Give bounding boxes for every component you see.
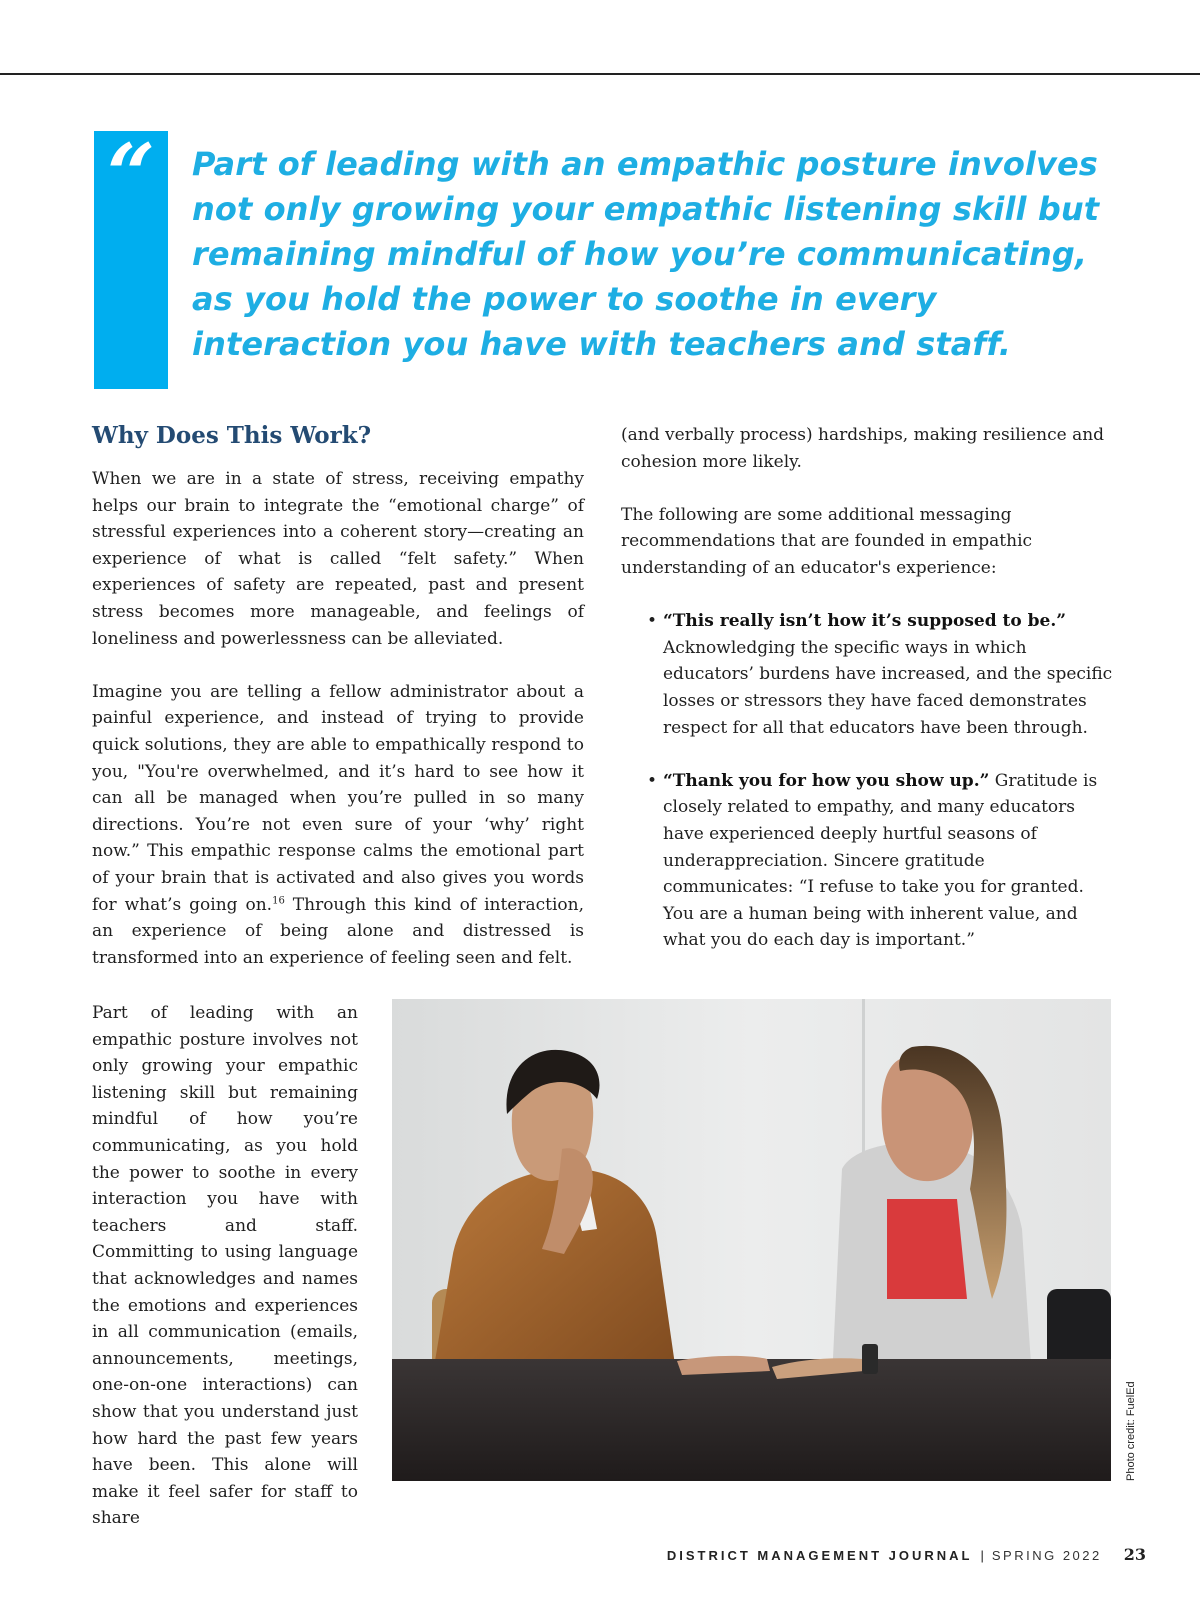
photo-credit: Photo credit: FuelEd bbox=[1125, 1381, 1137, 1481]
recommendation-list bbox=[621, 608, 1113, 954]
left-column bbox=[92, 420, 584, 971]
paragraph-spacer bbox=[92, 652, 584, 679]
section-heading: Why Does This Work? bbox=[92, 422, 372, 449]
narrow-column-paragraph: Part of leading with an empathic posture involves not only growing your empathic listening skill but remaining mindful of how you’re communicating, as you hold the power to soothe in every interaction you have with teachers and staff. Committing to using language that acknowledges and names the emotions and experiences in all communication (emails, announcements, meetings, one-on-one interactions) can show that you understand just how hard the past few years have been. This alone will make it feel safer for staff to share bbox=[92, 1003, 358, 1529]
footer-separator: | bbox=[980, 1548, 984, 1563]
photo-illustration bbox=[392, 999, 1111, 1481]
page-number: 23 bbox=[1123, 1545, 1146, 1564]
pull-quote: Part of leading with an empathic posture involves not only growing your empathic listening skill but remaining mindful of how you’re communicating, as you hold the power to soothe in every interaction you have with teachers and staff. bbox=[192, 145, 1100, 363]
recommendation-body: Gratitude is closely related to empathy, and many educators have experienced deeply hurtful seasons of underappreciation. Sincere gratitude communicates: “I refuse to take you for granted. You are a human being with inherent value, and what you do each day is important.” bbox=[663, 770, 1098, 951]
top-rule bbox=[0, 73, 1200, 75]
pull-quote-bar bbox=[94, 125, 168, 389]
paragraph-text: Imagine you are telling a fellow administrator about a painful experience, and instead of trying to provide quick solutions, they are able to empathically respond to you, "You're overwhelmed, and it’s hard to see how it can all be managed when you’re pulled in so many directions. You’re not even sure of your ‘why’ right now.” This empathic response calms the emotional part of your brain that is activated and also gives you words for what’s going on. bbox=[92, 681, 584, 915]
body-paragraph: (and verbally process) hardships, making resilience and cohesion more likely. bbox=[621, 425, 1105, 472]
paragraph-spacer bbox=[621, 582, 1113, 609]
body-paragraph: The following are some additional messaging recommendations that are founded in empathic understanding of an educator's experience: bbox=[621, 504, 1033, 578]
right-column bbox=[621, 422, 1113, 954]
list-item bbox=[621, 768, 1113, 954]
bullet-icon: • bbox=[647, 611, 658, 632]
body-paragraph: When we are in a state of stress, receiving empathy helps our brain to integrate the “emotional charge” of stressful experiences into a coherent story—creating an experience of what is called “felt safety.” When experiences of safety are repeated, past and present stress becomes more manageable, and feelings of loneliness and powerlessness can be alleviated. bbox=[92, 469, 584, 649]
paragraph-spacer bbox=[621, 475, 1113, 502]
paragraph-text: Through this kind of interaction, an experience of being alone and distressed is transformed into an experience of feeling seen and felt. bbox=[92, 894, 584, 968]
list-item bbox=[621, 608, 1113, 741]
recommendation-lead: “Thank you for how you show up.” bbox=[663, 770, 990, 791]
paragraph-spacer bbox=[621, 741, 1113, 768]
quote-mark-icon: “ bbox=[106, 125, 156, 224]
page-footer bbox=[667, 1545, 1146, 1566]
photo-table bbox=[392, 1359, 1111, 1481]
photo-watch bbox=[862, 1344, 878, 1374]
issue-label: SPRING 2022 bbox=[991, 1548, 1102, 1563]
bullet-icon: • bbox=[647, 770, 658, 791]
recommendation-body: Acknowledging the specific ways in which educators’ burdens have increased, and the specific losses or stressors they have faced demonstrates respect for all that educators have been through. bbox=[663, 637, 1113, 738]
photo-woman-top bbox=[887, 1199, 967, 1299]
body-paragraph bbox=[92, 679, 584, 972]
journal-name: DISTRICT MANAGEMENT JOURNAL bbox=[666, 1548, 973, 1563]
footnote-reference: 16 bbox=[272, 894, 285, 906]
article-photo bbox=[392, 999, 1111, 1481]
recommendation-lead: “This really isn’t how it’s supposed to be.” bbox=[663, 611, 1067, 632]
